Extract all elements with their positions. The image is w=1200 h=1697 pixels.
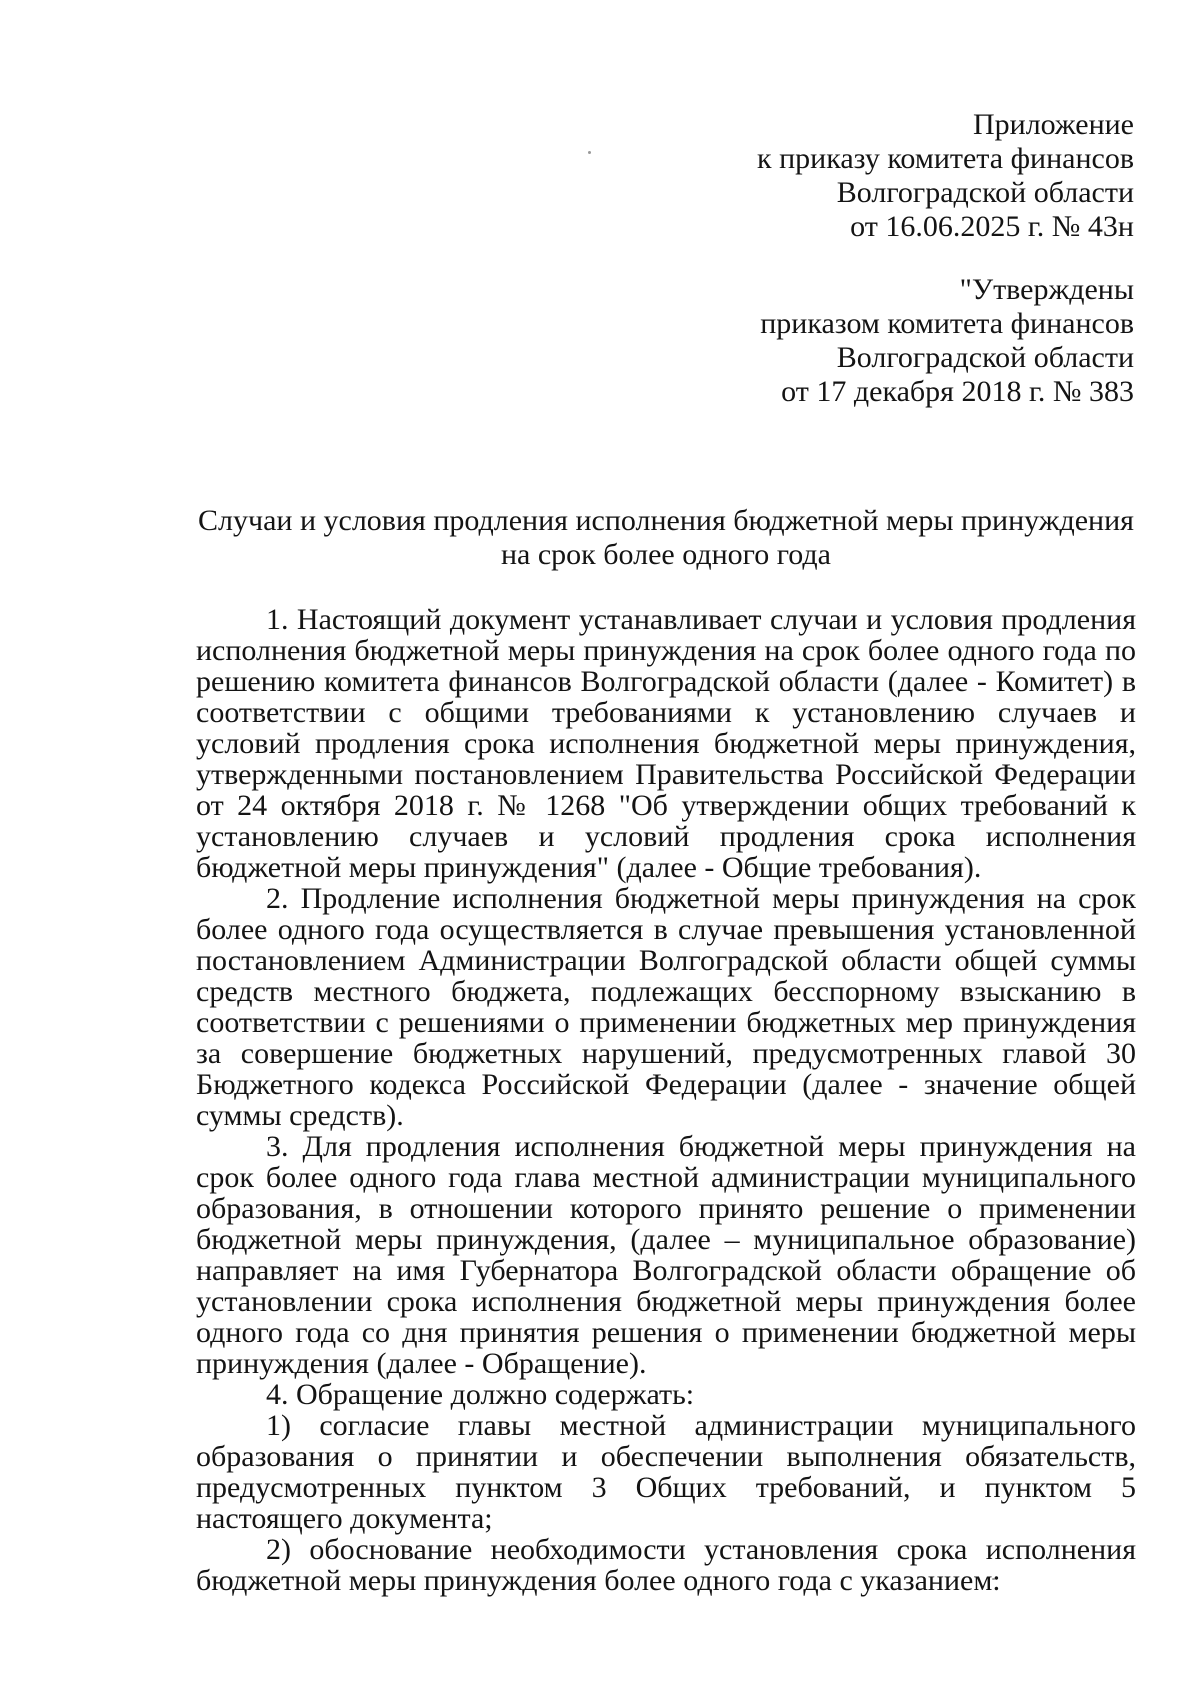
appendix-date-number: от 16.06.2025 г. № 43н xyxy=(850,210,1134,243)
title-line: на срок более одного года xyxy=(500,538,831,571)
approved-line: "Утверждены xyxy=(959,273,1134,306)
paragraph-4-item-1: 1) согласие главы местной администрации муниципального образования о принятии и обеспечении выполнения обязательств, предусмотренных пунктом 3 Общих требований, и пунктом 5 настоящего документа; xyxy=(196,1409,1136,1535)
title-line: Случаи и условия продления исполнения бюджетной меры принуждения xyxy=(198,504,1134,537)
appendix-header xyxy=(757,108,1134,244)
document-title xyxy=(196,504,1136,572)
paragraph-3: 3. Для продления исполнения бюджетной меры принуждения на срок более одного года глава местной администрации муниципального образования, в отношении которого принято решение о применении бюджетной меры принуждения, (далее – муниципальное образование) направляет на имя Губернатора Волгоградской области обращение об установлении срока исполнения бюджетной меры принуждения более одного года со дня принятия решения о применении бюджетной меры принуждения (далее - Обращение). xyxy=(196,1130,1136,1380)
approved-header xyxy=(760,273,1134,409)
paragraph-2: 2. Продление исполнения бюджетной меры принуждения на срок более одного года осуществляется в случае превышения установленной постановлением Администрации Волгоградской области общей суммы средств местного бюджета, подлежащих бесспорному взысканию в соответствии с решениями о применении бюджетных мер принуждения за совершение бюджетных нарушений, предусмотренных главой 30 Бюджетного кодекса Российской Федерации (далее - значение общей суммы средств). xyxy=(196,882,1136,1132)
paragraph-4: 4. Обращение должно содержать: xyxy=(266,1378,695,1411)
appendix-line: Волгоградской области xyxy=(836,176,1134,209)
appendix-line: Приложение xyxy=(972,108,1134,141)
appendix-line: к приказу комитета финансов xyxy=(757,142,1134,175)
approved-line: Волгоградской области xyxy=(836,341,1134,374)
paragraph-1: 1. Настоящий документ устанавливает случаи и условия продления исполнения бюджетной меры принуждения на срок более одного года по решению комитета финансов Волгоградской области (далее - Комитет) в соответствии с общими требованиями к установлению случаев и условий продления срока исполнения бюджетной меры принуждения, утвержденными постановлением Правительства Российской Федерации от 24 октября 2018 г. № 1268 "Об утверждении общих требований к установлению случаев и условий продления срока исполнения бюджетной меры принуждения" (далее - Общие требования). xyxy=(196,603,1136,884)
document-body xyxy=(196,604,1136,1596)
approved-date-number: от 17 декабря 2018 г. № 383 xyxy=(781,375,1134,408)
scan-speck xyxy=(588,151,591,154)
paragraph-4-item-2: 2) обоснование необходимости установления срока исполнения бюджетной меры принуждения более одного года с указанием: xyxy=(196,1533,1136,1597)
approved-line: приказом комитета финансов xyxy=(760,307,1134,340)
